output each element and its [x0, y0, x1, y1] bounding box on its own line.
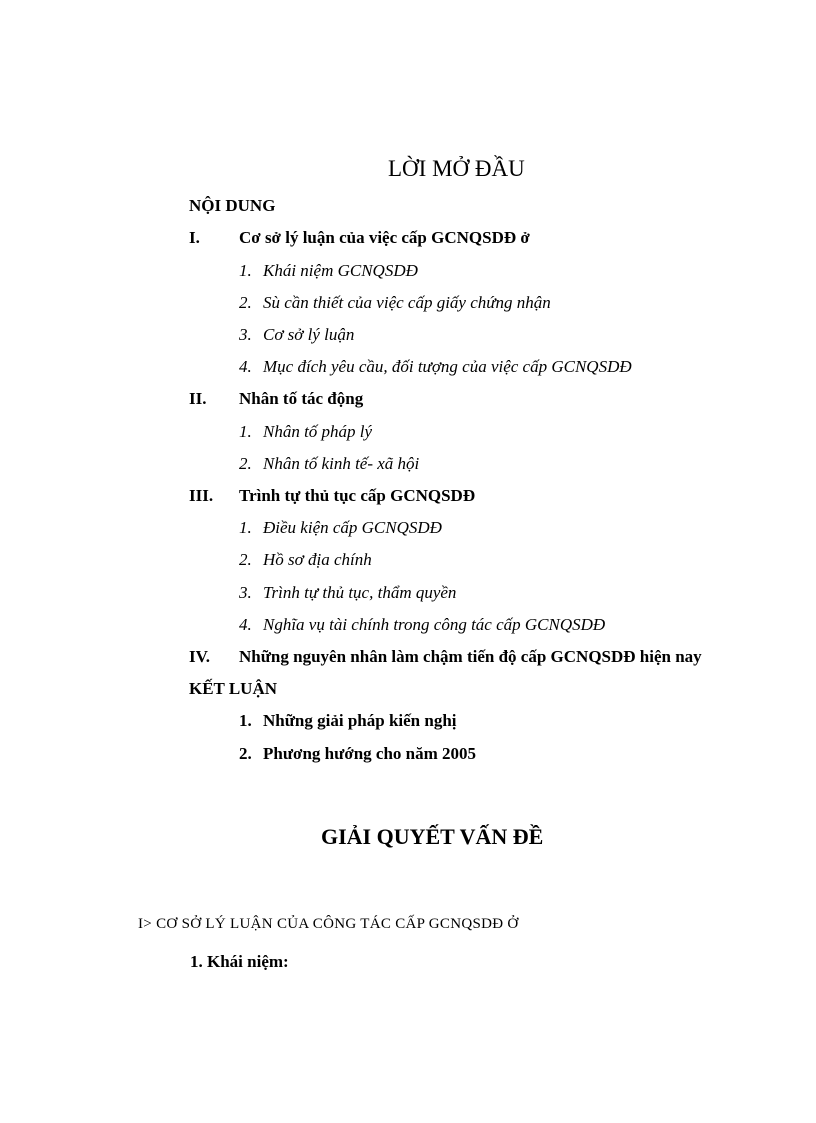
section-heading: I> CƠ SỞ LÝ LUẬN CỦA CÔNG TÁC CẤP GCNQSDĐ Ở: [138, 916, 519, 932]
list-item-text: Phương hướng cho năm 2005: [263, 744, 477, 763]
list-item: [239, 519, 442, 536]
section-number: III.: [189, 486, 214, 505]
section-title: Nhân tố tác động: [239, 389, 364, 408]
list-item: [239, 551, 372, 568]
list-item-number: 3.: [239, 325, 252, 344]
list-item-number: 3.: [239, 583, 252, 602]
page-title: LỜI MỞ ĐẦU: [388, 156, 525, 181]
conclusion-item: [239, 712, 457, 729]
list-item-number: 2.: [239, 454, 252, 473]
list-item-text: Cơ sở lý luận: [263, 325, 355, 344]
contents-heading: NỘI DUNG: [189, 196, 276, 215]
list-item: [239, 616, 605, 633]
section-title: Những nguyên nhân làm chậm tiến độ cấp GCNQSDĐ hiện nay: [239, 647, 702, 666]
subheading: 1. Khái niệm:: [190, 952, 289, 971]
list-item-number: 1.: [239, 422, 252, 441]
list-item-text: Nhân tố kinh tế- xã hội: [263, 454, 420, 473]
list-item: [239, 584, 456, 601]
conclusion-item: [239, 745, 476, 762]
section-number: II.: [189, 389, 207, 408]
list-item-text: Mục đích yêu cầu, đối tượng của việc cấp GCNQSDĐ: [263, 357, 632, 376]
list-item-text: Nghĩa vụ tài chính trong công tác cấp GCNQSDĐ: [263, 615, 606, 634]
list-item-number: 2.: [239, 293, 252, 312]
list-item-number: 1.: [239, 518, 252, 537]
list-item-text: Hồ sơ địa chính: [263, 550, 372, 569]
conclusion-heading: KẾT LUẬN: [189, 679, 278, 698]
section-number: I.: [189, 228, 200, 247]
section-title: Cơ sở lý luận của việc cấp GCNQSDĐ ở: [239, 228, 530, 247]
list-item-text: Điều kiện cấp GCNQSDĐ: [263, 518, 442, 537]
list-item-number: 2.: [239, 550, 252, 569]
list-item: [239, 262, 418, 279]
list-item-number: 1.: [239, 261, 252, 280]
list-item-text: Trình tự thủ tục, thẩm quyền: [263, 583, 457, 602]
list-item-text: Khái niệm GCNQSDĐ: [263, 261, 418, 280]
list-item: [239, 326, 354, 343]
list-item: [239, 358, 632, 375]
list-item-number: 2.: [239, 744, 252, 763]
list-item-text: Nhân tố pháp lý: [263, 422, 373, 441]
list-item-text: Sù cần thiết của việc cấp giấy chứng nhận: [263, 293, 551, 312]
list-item-number: 4.: [239, 357, 252, 376]
section-number: IV.: [189, 647, 210, 666]
list-item-text: Những giải pháp kiến nghị: [263, 711, 457, 730]
section-title: Trình tự thủ tục cấp GCNQSDĐ: [239, 486, 476, 505]
list-item: [239, 294, 551, 311]
list-item-number: 1.: [239, 711, 252, 730]
list-item: [239, 455, 419, 472]
list-item-number: 4.: [239, 615, 252, 634]
section-title-main: GIẢI QUYẾT VẤN ĐỀ: [321, 824, 544, 849]
list-item: [239, 423, 372, 440]
